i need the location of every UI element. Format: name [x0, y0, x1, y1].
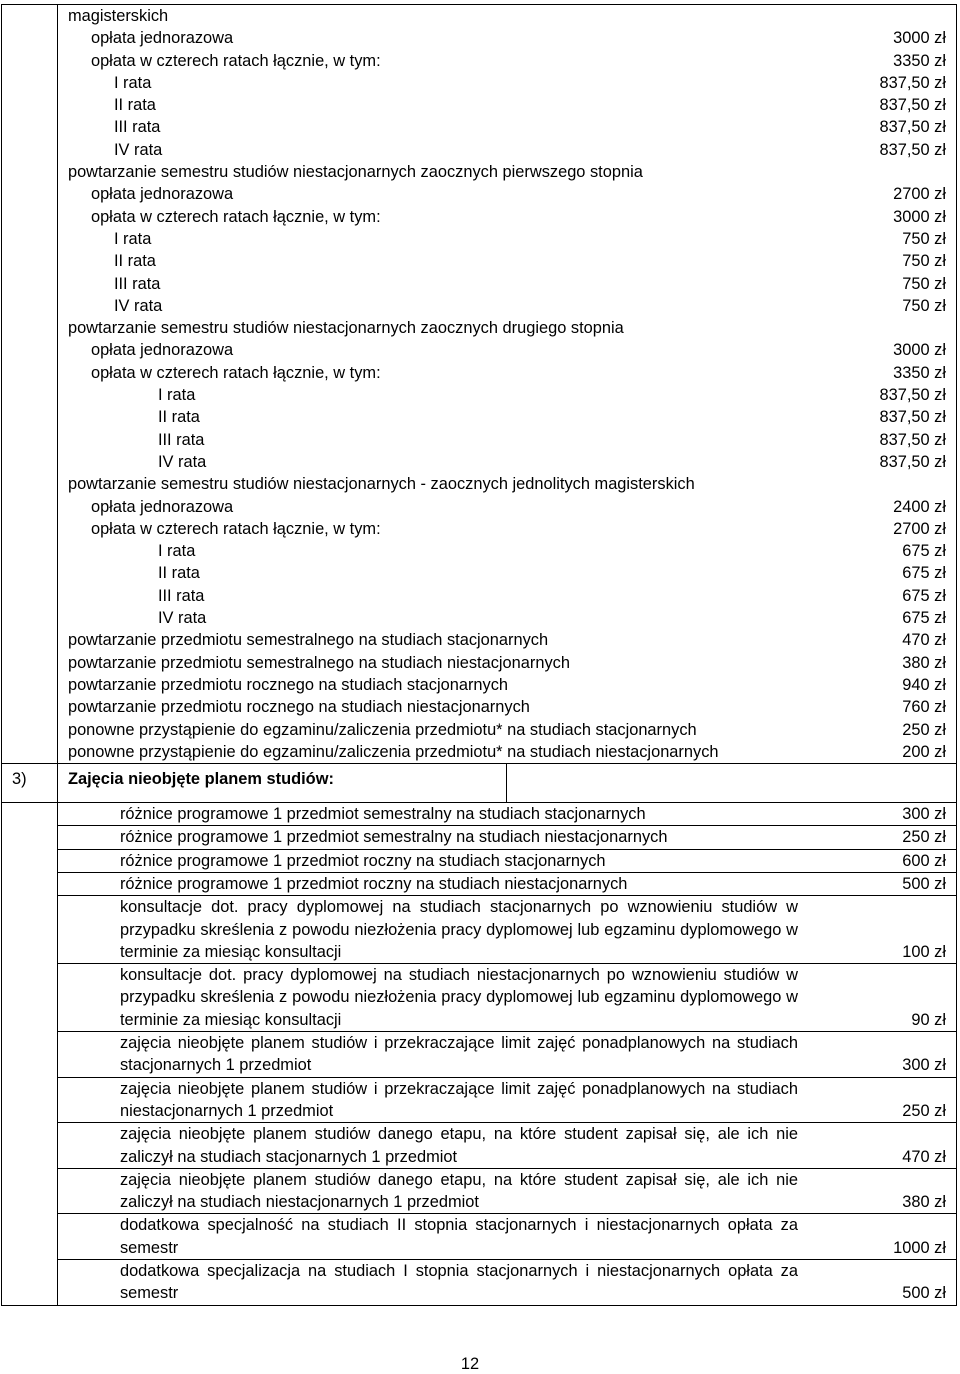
- fee-label: ponowne przystąpienie do egzaminu/zaliczenia przedmiotu* na studiach stacjonarnych: [67, 720, 697, 739]
- fee-row: [58, 674, 956, 696]
- fee-row: [58, 161, 956, 183]
- fee-amount: 3350 zł: [893, 363, 946, 382]
- fee-row: [58, 116, 956, 138]
- fee-amount: 675 zł: [902, 609, 946, 628]
- fee-amount: 500 zł: [902, 874, 946, 893]
- fee-row: [58, 183, 956, 205]
- fee-row: [58, 518, 956, 540]
- section-3-item: [58, 1260, 956, 1305]
- fee-table: [1, 4, 957, 1306]
- fee-label: powtarzanie przedmiotu rocznego na studiach stacjonarnych: [67, 675, 509, 694]
- fee-label: różnice programowe 1 przedmiot semestralny na studiach niestacjonarnych: [119, 828, 668, 847]
- fee-label: powtarzanie semestru studiów niestacjonarnych zaocznych pierwszego stopnia: [67, 163, 643, 182]
- fee-label: II rata: [113, 96, 156, 115]
- fee-label: zajęcia nieobjęte planem studiów danego etapu, na które student zapisał się, ale ich nie zaliczył na studiach stacjonarnych 1 przedmiot: [119, 1125, 798, 1166]
- fee-label: opłata w czterech ratach łącznie, w tym:: [90, 519, 381, 538]
- fee-amount: 675 zł: [902, 564, 946, 583]
- fee-label: I rata: [157, 386, 196, 405]
- fee-label: opłata w czterech ratach łącznie, w tym:: [90, 207, 381, 226]
- fee-amount: 2400 zł: [893, 497, 946, 516]
- fee-row: [58, 562, 956, 584]
- section-amount-cell: [507, 764, 957, 803]
- fee-amount: 3000 zł: [893, 341, 946, 360]
- fee-label: opłata w czterech ratach łącznie, w tym:: [90, 51, 381, 70]
- fee-label: II rata: [157, 408, 200, 427]
- section-3-header-row: [2, 764, 957, 803]
- fee-label: II rata: [113, 252, 156, 271]
- section-3-item: [58, 1123, 956, 1169]
- fee-label: magisterskich: [67, 7, 169, 25]
- fee-row: [58, 696, 956, 718]
- fee-label: opłata jednorazowa: [90, 497, 234, 516]
- fee-amount: 250 zł: [902, 1101, 946, 1120]
- fee-amount: 750 zł: [902, 229, 946, 248]
- fee-amount: 837,50 zł: [879, 408, 946, 427]
- fee-row: [58, 607, 956, 629]
- page-number: 12: [460, 1355, 480, 1373]
- section-number-cell: [2, 764, 58, 803]
- fee-amount: 837,50 zł: [879, 118, 946, 137]
- fee-amount: 837,50 zł: [879, 430, 946, 449]
- fee-row: [58, 652, 956, 674]
- fee-row: [58, 139, 956, 161]
- fee-amount: 3350 zł: [893, 51, 946, 70]
- fee-amount: 837,50 zł: [879, 140, 946, 159]
- fee-label: I rata: [113, 229, 152, 248]
- fee-row: [58, 295, 956, 317]
- fee-row: [58, 273, 956, 295]
- fee-label: opłata jednorazowa: [90, 29, 234, 48]
- section-3-item: [58, 826, 956, 849]
- fee-group-cell: [57, 5, 956, 764]
- fee-amount: 760 zł: [902, 698, 946, 717]
- fee-amount: 750 zł: [902, 296, 946, 315]
- fee-row: [58, 629, 956, 651]
- fee-label: I rata: [113, 73, 152, 92]
- fee-amount: 500 zł: [902, 1284, 946, 1303]
- fee-label: opłata jednorazowa: [90, 185, 234, 204]
- fee-label: IV rata: [157, 452, 207, 471]
- fee-label: I rata: [157, 542, 196, 561]
- section-3-list-cell: [57, 803, 956, 1306]
- section-3-item: [58, 1169, 956, 1215]
- section-3-item: [58, 1214, 956, 1260]
- fee-amount: 300 zł: [902, 805, 946, 824]
- fee-amount: 675 zł: [902, 586, 946, 605]
- fee-row: [58, 429, 956, 451]
- section-3-item: [58, 1078, 956, 1124]
- fee-amount: 470 zł: [902, 1147, 946, 1166]
- section-3-rows: [2, 803, 957, 1306]
- section-3-item: [58, 964, 956, 1032]
- fee-amount: 2700 zł: [893, 519, 946, 538]
- fee-row: [58, 496, 956, 518]
- fee-label: IV rata: [113, 296, 163, 315]
- fee-amount: 600 zł: [902, 851, 946, 870]
- fee-row: [58, 406, 956, 428]
- fee-label: zajęcia nieobjęte planem studiów danego etapu, na które student zapisał się, ale ich nie zaliczył na studiach niestacjonarnych 1 przedmiot: [119, 1170, 798, 1212]
- fee-row: [58, 50, 956, 72]
- fee-group-list: [58, 5, 956, 763]
- fee-amount: 837,50 zł: [879, 73, 946, 92]
- fee-row: [58, 94, 956, 116]
- fee-label: III rata: [157, 430, 205, 449]
- fee-label: powtarzanie przedmiotu semestralnego na studiach stacjonarnych: [67, 631, 549, 650]
- fee-label: dodatkowa specjalność na studiach II stopnia stacjonarnych i niestacjonarnych opłata za semestr: [119, 1216, 798, 1257]
- fee-label: zajęcia nieobjęte planem studiów i przekraczające limit zajęć ponadplanowych na studiach stacjonarnych 1 przedmiot: [119, 1034, 798, 1075]
- fee-amount: 3000 zł: [893, 29, 946, 48]
- fee-label: zajęcia nieobjęte planem studiów i przekraczające limit zajęć ponadplanowych na studiach niestacjonarnych 1 przedmiot: [119, 1079, 798, 1120]
- fee-row: [58, 585, 956, 607]
- section-number: 3): [12, 770, 27, 789]
- fee-row: [58, 451, 956, 473]
- fee-label: dodatkowa specjalizacja na studiach I stopnia stacjonarnych i niestacjonarnych opłata za semestr: [119, 1262, 798, 1303]
- fee-amount: 90 zł: [911, 1010, 946, 1029]
- fee-amount: 750 zł: [902, 274, 946, 293]
- section-3-list: [58, 803, 956, 1305]
- fee-label: IV rata: [113, 140, 163, 159]
- fee-label: ponowne przystąpienie do egzaminu/zaliczenia przedmiotu* na studiach niestacjonarnych: [67, 742, 719, 761]
- fee-amount: 940 zł: [902, 675, 946, 694]
- fee-label: opłata jednorazowa: [90, 341, 234, 360]
- fee-row: [58, 5, 956, 27]
- fee-row: [58, 317, 956, 339]
- number-cell: [2, 5, 58, 764]
- fee-amount: 837,50 zł: [879, 452, 946, 471]
- fee-amount: 837,50 zł: [879, 386, 946, 405]
- section-title: Zajęcia nieobjęte planem studiów:: [67, 770, 334, 789]
- fee-row: [58, 473, 956, 495]
- fee-label: III rata: [113, 118, 161, 137]
- fee-amount: 3000 zł: [893, 207, 946, 226]
- fee-amount: 250 zł: [902, 828, 946, 847]
- fee-amount: 837,50 zł: [879, 96, 946, 115]
- fee-amount: 380 zł: [902, 1193, 946, 1212]
- fee-label: konsultacje dot. pracy dyplomowej na studiach stacjonarnych po wznowieniu studiów w przypadku skreślenia z powodu niezłożenia pracy dyplomowej lub egzaminu dyplomowego w terminie za miesiąc konsultacji: [119, 898, 798, 961]
- fee-row: [58, 27, 956, 49]
- fee-label: powtarzanie przedmiotu semestralnego na studiach niestacjonarnych: [67, 653, 570, 672]
- fee-label: różnice programowe 1 przedmiot roczny na studiach niestacjonarnych: [119, 874, 628, 893]
- section-3-item: [58, 803, 956, 826]
- fee-amount: 750 zł: [902, 252, 946, 271]
- fee-row: [58, 362, 956, 384]
- section-3-item: [58, 896, 956, 964]
- fee-row: [58, 384, 956, 406]
- fee-amount: 470 zł: [902, 631, 946, 650]
- fee-row: [58, 540, 956, 562]
- fee-amount: 100 zł: [902, 942, 946, 961]
- fee-label: konsultacje dot. pracy dyplomowej na studiach niestacjonarnych po wznowieniu studiów w przypadku skreślenia z powodu niezłożenia pracy dyplomowej lub egzaminu dyplomowego w terminie za miesiąc konsultacji: [119, 966, 798, 1029]
- fee-amount: 250 zł: [902, 720, 946, 739]
- fee-row: [58, 228, 956, 250]
- fee-amount: 1000 zł: [893, 1238, 946, 1257]
- section-title-cell: [57, 764, 507, 803]
- number-cell: [2, 803, 58, 1306]
- fee-row: [58, 741, 956, 763]
- fee-label: różnice programowe 1 przedmiot semestralny na studiach stacjonarnych: [119, 805, 646, 824]
- fee-label: powtarzanie semestru studiów niestacjonarnych - zaocznych jednolitych magisterskich: [67, 475, 695, 494]
- section-3-item: [58, 850, 956, 873]
- section-3-item: [58, 873, 956, 896]
- fee-amount: 300 zł: [902, 1056, 946, 1075]
- fee-row: [58, 206, 956, 228]
- fee-label: III rata: [157, 586, 205, 605]
- fee-amount: 2700 zł: [893, 185, 946, 204]
- fee-amount: 675 zł: [902, 542, 946, 561]
- fee-label: II rata: [157, 564, 200, 583]
- fee-row: [58, 339, 956, 361]
- fee-label: powtarzanie przedmiotu rocznego na studiach niestacjonarnych: [67, 698, 530, 717]
- section-3-item: [58, 1032, 956, 1078]
- fee-label: IV rata: [157, 609, 207, 628]
- fee-row: [58, 72, 956, 94]
- fee-label: różnice programowe 1 przedmiot roczny na studiach stacjonarnych: [119, 851, 606, 870]
- fee-row: [58, 719, 956, 741]
- fee-group-row: [2, 5, 957, 764]
- fee-amount: 380 zł: [902, 653, 946, 672]
- fee-label: III rata: [113, 274, 161, 293]
- fee-label: opłata w czterech ratach łącznie, w tym:: [90, 363, 381, 382]
- fee-label: powtarzanie semestru studiów niestacjonarnych zaocznych drugiego stopnia: [67, 319, 624, 338]
- fee-amount: 200 zł: [902, 742, 946, 761]
- fee-row: [58, 250, 956, 272]
